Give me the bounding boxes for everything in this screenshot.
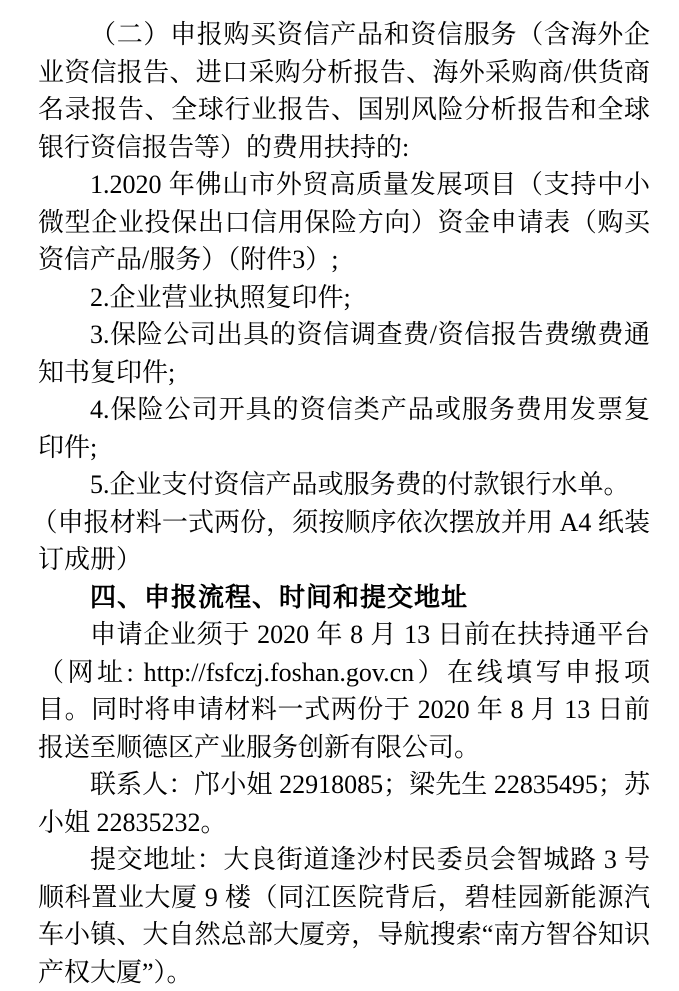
para-item-3: 3.保险公司出具的资信调查费/资信报告费缴费通知书复印件; — [38, 320, 650, 387]
para-item-1: 1.2020 年佛山市外贸高质量发展项目（支持中小微型企业投保出口信用保险方向）资金申请表（购买资信产品/服务）（附件3）; — [38, 170, 650, 274]
para-contacts: 联系人：邝小姐 22918085；梁先生 22835495；苏小姐 22835232。 — [38, 770, 650, 837]
para-submission-address: 提交地址：大良街道逢沙村民委员会智城路 3 号顺科置业大厦 9 楼（同江医院背后，碧桂园新能源汽车小镇、大自然总部大厦旁，导航搜索“南方智谷知识产权大厦”）。 — [38, 845, 650, 987]
heading-section-4: 四、申报流程、时间和提交地址 — [90, 581, 469, 612]
para-binding-note: （申报材料一式两份，须按顺序依次摆放并用 A4 纸装订成册） — [31, 507, 650, 574]
para-item-5: 5.企业支付资信产品或服务费的付款银行水单。 — [90, 470, 630, 499]
para-item-2: 2.企业营业执照复印件; — [90, 282, 351, 312]
para-application-process: 申请企业须于 2020 年 8 月 13 日前在扶持通平台（网址: http://fsfczj.foshan.gov.cn）在线填写申报项目。同时将申请材料一式两份于 2020 年 8 月 13 日前报送至顺德区产业服务创新有限公司。 — [38, 620, 650, 762]
para-item-4: 4.保险公司开具的资信类产品或服务费用发票复印件; — [38, 395, 650, 462]
para-section2-intro: （二）申报购买资信产品和资信服务（含海外企业资信报告、进口采购分析报告、海外采购商/供货商名录报告、全球行业报告、国别风险分析报告和全球银行资信报告等）的费用扶持的: — [38, 20, 650, 162]
